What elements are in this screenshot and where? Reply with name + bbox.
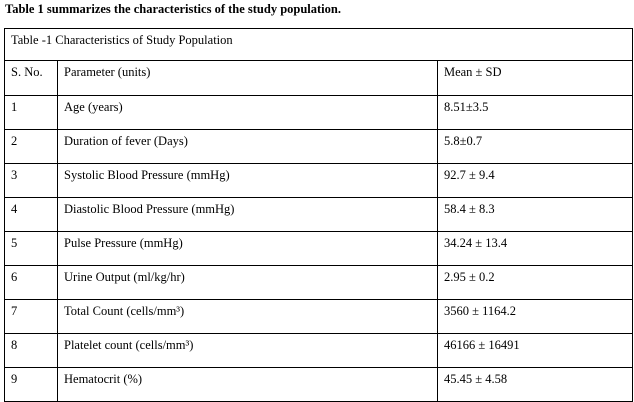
row-parameter: Age (years)	[58, 96, 438, 130]
table-row	[5, 334, 633, 368]
table-row	[5, 96, 633, 130]
row-sno: 9	[5, 368, 58, 402]
row-mean-sd: 34.24 ± 13.4	[437, 232, 632, 266]
row-mean-sd: 3560 ± 1164.2	[437, 300, 632, 334]
row-mean-sd: 92.7 ± 9.4	[437, 164, 632, 198]
table-row	[5, 130, 633, 164]
row-mean-sd: 8.51±3.5	[437, 96, 632, 130]
row-sno: 5	[5, 232, 58, 266]
row-sno: 7	[5, 300, 58, 334]
row-parameter: Systolic Blood Pressure (mmHg)	[58, 164, 438, 198]
row-parameter: Platelet count (cells/mm³)	[58, 334, 438, 368]
header-parameter: Parameter (units)	[58, 61, 438, 96]
table-header-row	[5, 61, 633, 96]
row-sno: 3	[5, 164, 58, 198]
table-row	[5, 300, 633, 334]
header-sno: S. No.	[5, 61, 58, 96]
row-mean-sd: 46166 ± 16491	[437, 334, 632, 368]
row-parameter: Hematocrit (%)	[58, 368, 438, 402]
table-row	[5, 198, 633, 232]
table-caption: Table -1 Characteristics of Study Population	[5, 29, 633, 61]
row-sno: 6	[5, 266, 58, 300]
table-row	[5, 232, 633, 266]
row-mean-sd: 45.45 ± 4.58	[437, 368, 632, 402]
row-sno: 1	[5, 96, 58, 130]
row-sno: 2	[5, 130, 58, 164]
table-row	[5, 164, 633, 198]
row-parameter: Pulse Pressure (mmHg)	[58, 232, 438, 266]
intro-sentence: Table 1 summarizes the characteristics of the study population.	[5, 2, 341, 16]
row-parameter: Urine Output (ml/kg/hr)	[58, 266, 438, 300]
row-mean-sd: 58.4 ± 8.3	[437, 198, 632, 232]
row-parameter: Duration of fever (Days)	[58, 130, 438, 164]
table-row	[5, 368, 633, 402]
table-caption-row	[5, 29, 633, 61]
row-parameter: Diastolic Blood Pressure (mmHg)	[58, 198, 438, 232]
table-row	[5, 266, 633, 300]
row-sno: 8	[5, 334, 58, 368]
row-parameter: Total Count (cells/mm³)	[58, 300, 438, 334]
row-mean-sd: 2.95 ± 0.2	[437, 266, 632, 300]
row-sno: 4	[5, 198, 58, 232]
characteristics-table	[4, 28, 633, 402]
row-mean-sd: 5.8±0.7	[437, 130, 632, 164]
header-mean-sd: Mean ± SD	[437, 61, 632, 96]
